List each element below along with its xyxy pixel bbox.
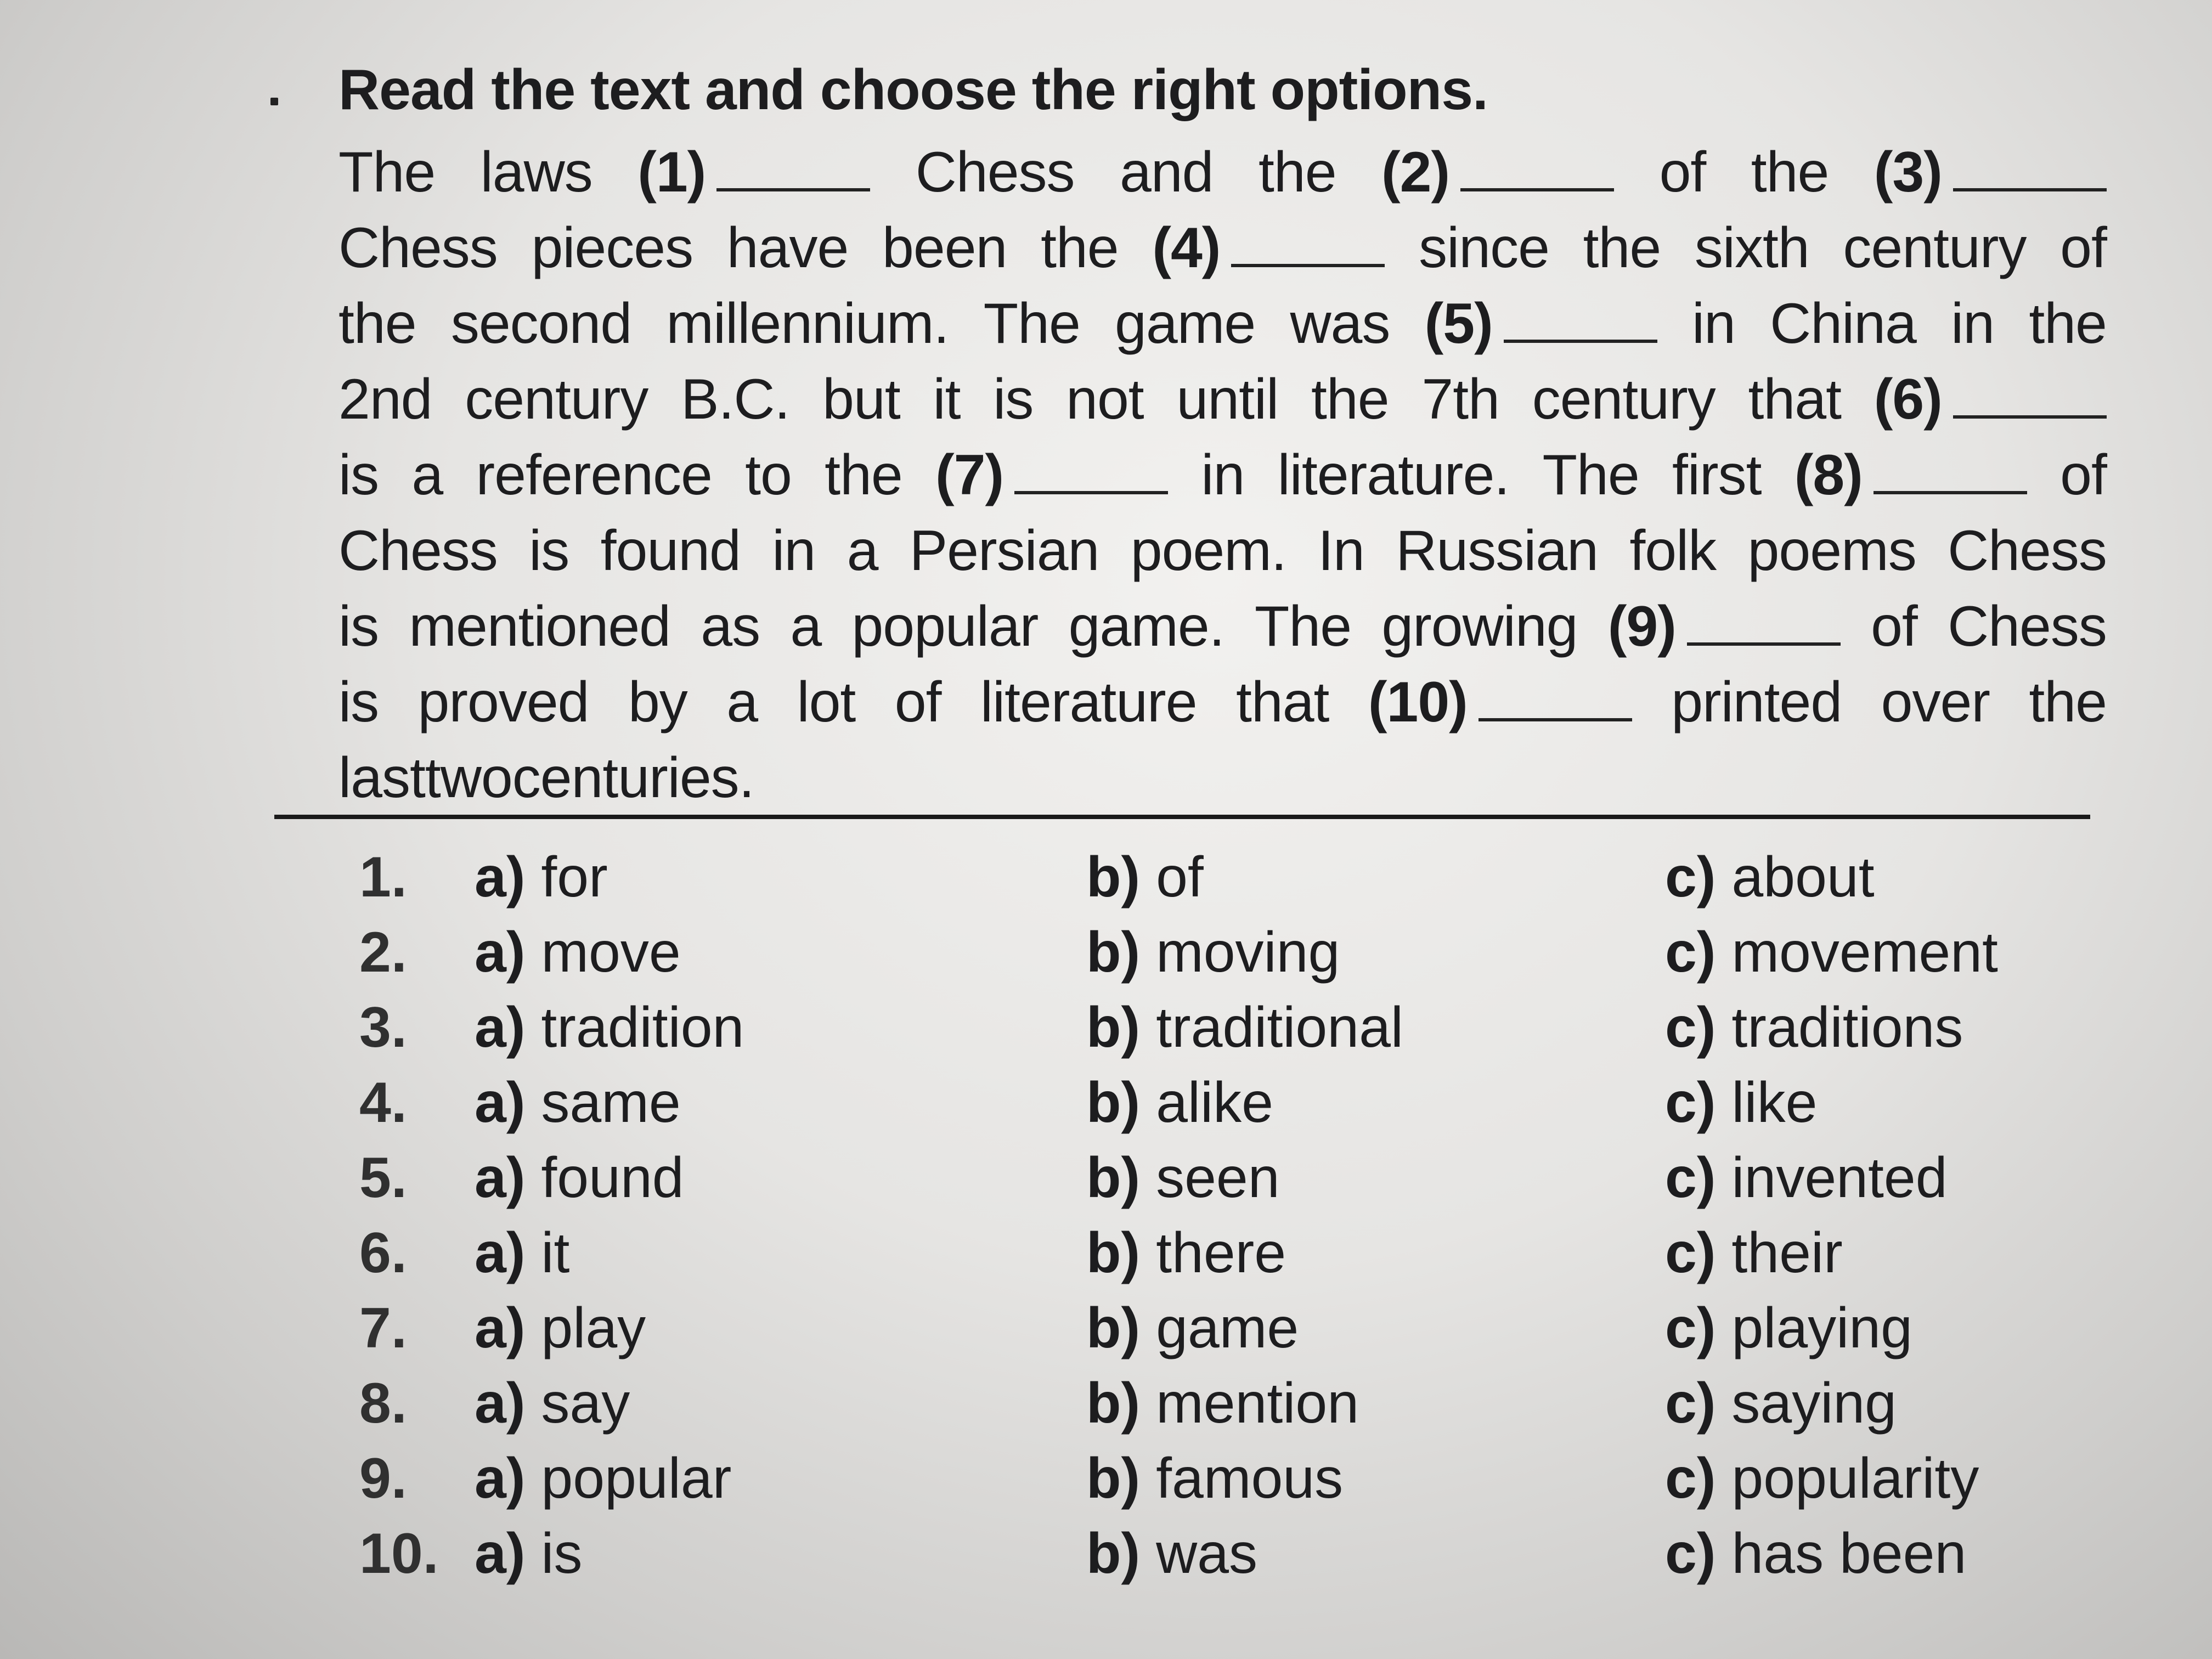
- option-number: 5.: [359, 1146, 407, 1210]
- text-word: second: [450, 292, 632, 356]
- text-word: the: [338, 292, 416, 356]
- gap-slot[interactable]: [1368, 664, 1632, 740]
- option-text: say: [541, 1372, 630, 1435]
- option-number: 10.: [359, 1522, 439, 1585]
- text-word: last: [338, 746, 425, 810]
- gap-slot[interactable]: [1795, 437, 2027, 513]
- text-word: the: [825, 443, 902, 507]
- text-line: [338, 437, 2107, 513]
- text-word: is: [338, 595, 379, 658]
- gap-slot[interactable]: [935, 437, 1168, 513]
- text-word: of: [2060, 216, 2107, 280]
- text-line: [338, 210, 2107, 286]
- option-text: mention: [1156, 1372, 1359, 1435]
- option-letter: b): [1086, 845, 1141, 909]
- text-word: Chess: [338, 519, 498, 583]
- text-word: The: [1542, 443, 1639, 507]
- text-word: not: [1066, 368, 1144, 431]
- text-word: the: [1311, 368, 1389, 431]
- gap-number: (3): [1874, 140, 1942, 204]
- option-row: [359, 1446, 2115, 1521]
- option-text: traditional: [1156, 996, 1404, 1059]
- option-number: 4.: [359, 1071, 407, 1135]
- option-letter: c): [1665, 1296, 1716, 1360]
- option-text: there: [1156, 1221, 1286, 1285]
- option-letter: c): [1665, 1372, 1716, 1435]
- gap-number: (5): [1424, 292, 1493, 356]
- option-b[interactable]: [1086, 995, 1403, 1060]
- text-word: Chess: [915, 140, 1075, 204]
- text-word: Chess: [338, 216, 498, 280]
- text-line: [338, 513, 2107, 589]
- option-c[interactable]: [1665, 1521, 1966, 1587]
- option-text: saying: [1731, 1372, 1897, 1435]
- gap-number: (1): [637, 140, 706, 204]
- option-letter: c): [1665, 996, 1716, 1059]
- gap-number: (7): [935, 443, 1004, 507]
- option-a[interactable]: [475, 995, 744, 1060]
- option-letter: a): [475, 1071, 526, 1135]
- text-word: folk: [1629, 519, 1717, 583]
- text-word: in: [1951, 292, 1995, 356]
- option-number: 9.: [359, 1447, 407, 1510]
- option-text: was: [1156, 1522, 1258, 1585]
- option-text: it: [541, 1221, 570, 1285]
- option-letter: a): [475, 921, 526, 984]
- option-letter: c): [1665, 1522, 1716, 1585]
- option-b[interactable]: [1086, 845, 1204, 910]
- option-b[interactable]: [1086, 1296, 1299, 1361]
- gap-slot[interactable]: [637, 134, 870, 210]
- option-text: is: [541, 1522, 583, 1585]
- exercise-heading: Read the text and choose the right options.: [338, 58, 1488, 122]
- gap-slot[interactable]: [1608, 589, 1841, 664]
- option-b[interactable]: [1086, 1446, 1343, 1511]
- option-c[interactable]: [1665, 920, 1998, 985]
- text-word: century: [1843, 216, 2027, 280]
- gap-slot[interactable]: [1425, 286, 1657, 362]
- text-word: of: [894, 670, 941, 734]
- text-word: game.: [1068, 595, 1224, 658]
- text-word: that: [1748, 368, 1841, 431]
- option-letter: b): [1086, 1522, 1141, 1585]
- option-text: traditions: [1731, 996, 1963, 1059]
- answer-blank[interactable]: [1687, 604, 1841, 646]
- option-row: [359, 1221, 2115, 1296]
- gap-slot[interactable]: [1874, 362, 2107, 437]
- option-letter: a): [475, 1447, 526, 1510]
- text-word: B.C.: [681, 368, 790, 431]
- bullet-mark: [270, 98, 278, 105]
- text-word: literature: [980, 670, 1197, 734]
- text-word: and: [1120, 140, 1214, 204]
- text-word: lot: [797, 670, 856, 734]
- text-word: as: [701, 595, 760, 658]
- option-a[interactable]: [475, 1070, 681, 1136]
- option-letter: b): [1086, 996, 1141, 1059]
- text-word: poems: [1747, 519, 1916, 583]
- text-word: of: [1659, 140, 1706, 204]
- option-number: 3.: [359, 996, 407, 1059]
- text-line: [338, 362, 2107, 437]
- option-text: for: [541, 845, 608, 909]
- option-b[interactable]: [1086, 1221, 1286, 1286]
- option-c[interactable]: [1665, 1221, 1843, 1286]
- gap-slot[interactable]: [1381, 134, 1614, 210]
- option-letter: a): [475, 1221, 526, 1285]
- option-a[interactable]: [475, 1146, 684, 1211]
- text-word: until: [1176, 368, 1279, 431]
- text-word: two: [425, 746, 512, 810]
- option-a[interactable]: [475, 1221, 569, 1286]
- text-word: the: [2029, 292, 2107, 356]
- text-word: century: [1532, 368, 1716, 431]
- text-word: the: [1041, 216, 1119, 280]
- text-word: laws: [480, 140, 592, 204]
- option-text: play: [541, 1296, 646, 1360]
- option-text: move: [541, 921, 681, 984]
- option-text: alike: [1156, 1071, 1273, 1135]
- text-word: of: [1871, 595, 1917, 658]
- option-a[interactable]: [475, 1446, 731, 1511]
- option-letter: b): [1086, 1296, 1141, 1360]
- text-word: the: [1751, 140, 1829, 204]
- text-word: in: [1691, 292, 1735, 356]
- option-a[interactable]: [475, 845, 608, 910]
- text-word: that: [1235, 670, 1329, 734]
- option-number: 1.: [359, 845, 407, 909]
- option-b[interactable]: [1086, 1146, 1280, 1211]
- option-letter: c): [1665, 845, 1716, 909]
- text-word: in: [772, 519, 816, 583]
- text-word: Russian: [1396, 519, 1598, 583]
- text-word: to: [745, 443, 792, 507]
- option-number: 6.: [359, 1221, 407, 1285]
- text-word: millennium.: [666, 292, 949, 356]
- text-line: [338, 589, 2107, 664]
- option-text: found: [541, 1146, 684, 1210]
- option-row: [359, 995, 2115, 1070]
- text-line: [338, 664, 2107, 740]
- text-word: was: [1290, 292, 1390, 356]
- text-word: over: [1881, 670, 1990, 734]
- text-word: since: [1419, 216, 1549, 280]
- answer-blank[interactable]: [1504, 301, 1657, 343]
- option-text: moving: [1156, 921, 1340, 984]
- text-word: a: [790, 595, 822, 658]
- option-text: seen: [1156, 1146, 1280, 1210]
- option-c[interactable]: [1665, 995, 1963, 1060]
- answer-blank[interactable]: [1014, 453, 1168, 494]
- option-text: game: [1156, 1296, 1299, 1360]
- text-word: is: [529, 519, 569, 583]
- text-word: The: [338, 140, 436, 204]
- text-word: in: [1201, 443, 1245, 507]
- option-letter: a): [475, 996, 526, 1059]
- option-row: [359, 1371, 2115, 1446]
- text-word: have: [726, 216, 849, 280]
- text-word: printed: [1671, 670, 1842, 734]
- gap-number: (9): [1607, 595, 1676, 658]
- text-word: the: [2029, 670, 2107, 734]
- option-text: invented: [1731, 1146, 1948, 1210]
- divider-rule: [274, 815, 2090, 819]
- text-line: [338, 134, 2107, 210]
- text-word: literature.: [1277, 443, 1510, 507]
- option-text: like: [1731, 1071, 1818, 1135]
- option-c[interactable]: [1665, 1446, 1979, 1511]
- option-text: their: [1731, 1221, 1843, 1285]
- text-word: centuries.: [512, 746, 754, 810]
- exercise-text: [338, 134, 2107, 816]
- option-letter: b): [1086, 1071, 1141, 1135]
- answer-blank[interactable]: [1479, 680, 1632, 721]
- text-word: The: [983, 292, 1080, 356]
- option-c[interactable]: [1665, 1296, 1912, 1361]
- option-letter: c): [1665, 1071, 1716, 1135]
- text-word: Chess: [1948, 595, 2107, 658]
- text-word: found: [600, 519, 741, 583]
- text-word: 7th: [1421, 368, 1499, 431]
- text-word: the: [1258, 140, 1336, 204]
- option-text: movement: [1731, 921, 1998, 984]
- text-word: 2nd: [338, 368, 432, 431]
- text-word: of: [2060, 443, 2107, 507]
- option-letter: c): [1665, 1447, 1716, 1510]
- answer-blank[interactable]: [1874, 453, 2027, 494]
- text-word: Chess: [1948, 519, 2107, 583]
- gap-number: (2): [1381, 140, 1450, 204]
- text-word: In: [1318, 519, 1364, 583]
- text-word: sixth: [1694, 216, 1809, 280]
- option-a[interactable]: [475, 1296, 646, 1361]
- option-c[interactable]: [1665, 1146, 1948, 1211]
- option-letter: b): [1086, 921, 1141, 984]
- gap-number: (8): [1794, 443, 1863, 507]
- option-letter: b): [1086, 1447, 1141, 1510]
- option-text: about: [1731, 845, 1875, 909]
- text-word: mentioned: [409, 595, 671, 658]
- text-word: a: [726, 670, 758, 734]
- option-number: 2.: [359, 921, 407, 984]
- option-c[interactable]: [1665, 1371, 1897, 1436]
- text-word: reference: [476, 443, 712, 507]
- text-word: but: [822, 368, 900, 431]
- option-letter: b): [1086, 1372, 1141, 1435]
- gap-number: (10): [1368, 670, 1468, 734]
- option-a[interactable]: [475, 920, 681, 985]
- text-word: a: [847, 519, 878, 583]
- answer-blank[interactable]: [716, 150, 870, 191]
- option-number: 7.: [359, 1296, 407, 1360]
- option-row: [359, 1070, 2115, 1146]
- option-letter: b): [1086, 1221, 1141, 1285]
- option-row: [359, 1296, 2115, 1371]
- gap-number: (6): [1874, 368, 1942, 431]
- text-word: China: [1770, 292, 1916, 356]
- option-letter: c): [1665, 1221, 1716, 1285]
- option-c[interactable]: [1665, 845, 1875, 910]
- option-b[interactable]: [1086, 920, 1340, 985]
- option-row: [359, 920, 2115, 995]
- text-line: [338, 286, 2107, 362]
- text-word: Persian: [909, 519, 1099, 583]
- option-text: popularity: [1731, 1447, 1979, 1510]
- option-letter: b): [1086, 1146, 1141, 1210]
- text-word: poem.: [1130, 519, 1286, 583]
- text-word: proved: [417, 670, 589, 734]
- option-text: of: [1156, 845, 1204, 909]
- option-b[interactable]: [1086, 1521, 1257, 1587]
- option-letter: a): [475, 1372, 526, 1435]
- option-b[interactable]: [1086, 1371, 1359, 1436]
- option-b[interactable]: [1086, 1070, 1273, 1136]
- text-word: is: [338, 670, 379, 734]
- text-word: popular: [851, 595, 1039, 658]
- options-list: [359, 845, 2115, 1596]
- option-row: [359, 845, 2115, 920]
- text-word: century: [465, 368, 648, 431]
- text-word: growing: [1381, 595, 1578, 658]
- option-c[interactable]: [1665, 1070, 1817, 1136]
- text-line: [338, 740, 2107, 816]
- option-letter: c): [1665, 921, 1716, 984]
- option-text: same: [541, 1071, 681, 1135]
- text-word: game: [1115, 292, 1256, 356]
- option-text: playing: [1731, 1296, 1912, 1360]
- option-a[interactable]: [475, 1371, 630, 1436]
- option-number: 8.: [359, 1372, 407, 1435]
- text-word: it: [933, 368, 961, 431]
- option-text: has been: [1731, 1522, 1967, 1585]
- answer-blank[interactable]: [1460, 150, 1614, 191]
- answer-blank[interactable]: [1953, 377, 2107, 419]
- option-letter: a): [475, 845, 526, 909]
- answer-blank[interactable]: [1953, 150, 2107, 191]
- text-word: a: [411, 443, 443, 507]
- gap-slot[interactable]: [1874, 134, 2107, 210]
- text-word: by: [628, 670, 687, 734]
- text-word: The: [1254, 595, 1352, 658]
- text-word: is: [993, 368, 1034, 431]
- text-word: the: [1583, 216, 1661, 280]
- option-row: [359, 1521, 2115, 1596]
- option-letter: a): [475, 1146, 526, 1210]
- option-text: popular: [541, 1447, 732, 1510]
- gap-number: (4): [1152, 216, 1221, 280]
- option-a[interactable]: [475, 1521, 583, 1587]
- gap-slot[interactable]: [1152, 210, 1385, 286]
- option-text: tradition: [541, 996, 744, 1059]
- option-letter: c): [1665, 1146, 1716, 1210]
- text-word: is: [338, 443, 379, 507]
- answer-blank[interactable]: [1231, 225, 1385, 267]
- option-row: [359, 1146, 2115, 1221]
- text-word: pieces: [531, 216, 693, 280]
- option-letter: a): [475, 1296, 526, 1360]
- option-letter: a): [475, 1522, 526, 1585]
- text-word: first: [1672, 443, 1762, 507]
- option-text: famous: [1156, 1447, 1344, 1510]
- text-word: been: [882, 216, 1007, 280]
